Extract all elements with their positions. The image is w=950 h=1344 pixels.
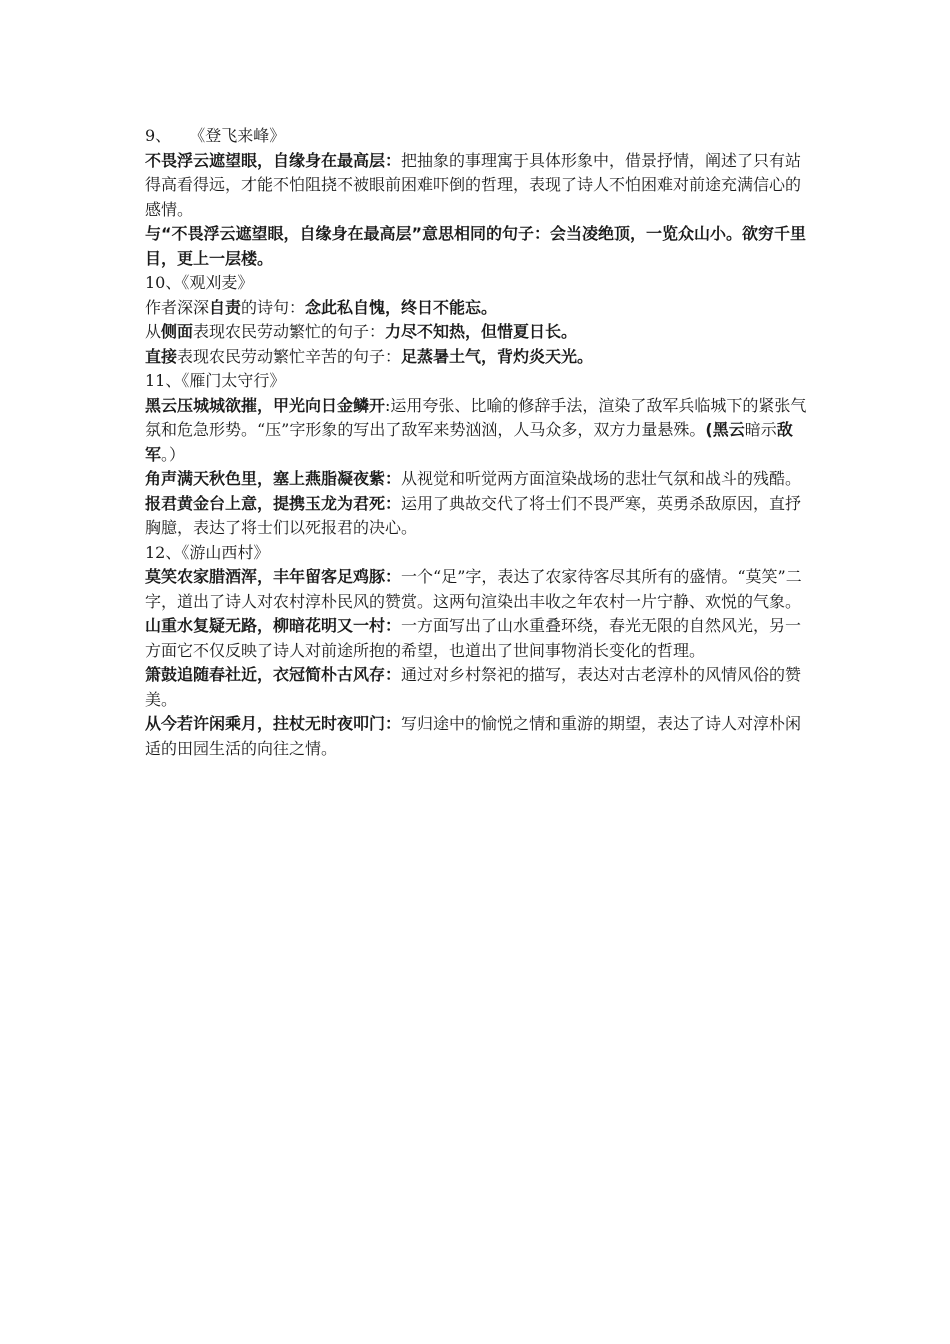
quoted-verse: 念此私自愧，终日不能忘。: [305, 297, 498, 317]
text: 暗示: [744, 420, 777, 439]
quoted-verse: 足蒸暑土气，背灼炎天光。: [401, 346, 594, 366]
s12-paragraph-1: [145, 565, 810, 614]
document-body: [145, 124, 810, 761]
quoted-verse: 报君黄金台上意，提携玉龙为君死：: [145, 493, 402, 513]
text: 作者深深: [145, 297, 210, 317]
paren: (: [705, 420, 713, 439]
quoted-verse: 力尽不知热，但惜夏日长。: [385, 322, 578, 341]
poem-title: 《游山西村》: [181, 542, 270, 562]
s12-paragraph-3: [145, 663, 810, 712]
analysis-text: :运用夸张、比喻的修辞手法，渲染了敌军兵临城下的紧张气氛和危急形势。“压”字形象的写出了敌军来势汹汹，人马众多，双方力量悬殊。: [145, 395, 807, 439]
section-10-heading: [145, 271, 810, 296]
s12-paragraph-2: [145, 614, 810, 663]
emphasis: 敌军: [145, 420, 793, 464]
s11-paragraph-2: [145, 467, 810, 492]
quoted-verse: 不畏浮云遮望眼，自缘身在最高层：: [145, 150, 402, 170]
analysis-text: 一方面写出了山水重叠环绕，春光无限的自然风光，另一方面它不仅反映了诗人对前途所抱的希望，也道出了世间事物消长变化的哲理。: [145, 616, 802, 660]
analysis-text: 通过对乡村祭祀的描写，表达对古老淳朴的风情风俗的赞美。: [145, 665, 802, 709]
s10-paragraph-2: [145, 320, 810, 345]
s10-paragraph-3: [145, 345, 810, 370]
quoted-verse: 莫笑农家腊酒浑，丰年留客足鸡豚：: [145, 567, 402, 586]
emphasis: 自责: [209, 297, 242, 317]
section-12-heading: [145, 541, 810, 566]
poem-title: 《雁门太守行》: [181, 371, 286, 390]
analysis-text: 一个“足”字，表达了农家待客尽其所有的盛情。“莫笑”二字，道出了诗人对农村淳朴民风的赞赏。这两句渲染出丰收之年农村一片宁静、欢悦的气象。: [145, 567, 802, 611]
emphasis: 黑云: [712, 420, 745, 439]
s12-paragraph-4: [145, 712, 810, 761]
text: 表现农民劳动繁忙辛苦的句子：: [177, 346, 402, 366]
quoted-verse: 从今若许闲乘月，拄杖无时夜叩门：: [145, 714, 402, 733]
s11-paragraph-3: [145, 492, 810, 541]
text: 表现农民劳动繁忙的句子：: [193, 322, 386, 341]
text: 的诗句：: [241, 297, 306, 317]
text: 从: [145, 322, 162, 341]
quoted-verse: 角声满天秋色里，塞上燕脂凝夜紫：: [145, 469, 402, 488]
s9-paragraph-2: 与“不畏浮云遮望眼，自缘身在最高层”意思相同的句子：会当凌绝顶，一览众山小。欲穷千里目，更上一层楼。: [145, 224, 807, 268]
emphasis: 直接: [145, 346, 178, 366]
analysis-text: 写归途中的愉悦之情和重游的期望，表达了诗人对淳朴闲适的田园生活的向往之情。: [145, 714, 802, 758]
section-number: 9、: [145, 126, 172, 145]
analysis-text: 把抽象的事理寓于具体形象中，借景抒情，阐述了只有站得高看得远，才能不怕阻挠不被眼前困难吓倒的哲理，表现了诗人不怕困难对前途充满信心的感情。: [145, 150, 802, 219]
poem-title: 《观刈麦》: [181, 273, 254, 292]
s10-paragraph-1: [145, 296, 810, 321]
s9-paragraph-1: [145, 149, 810, 223]
s11-paragraph-1: [145, 394, 810, 468]
analysis-text: 运用了典故交代了将士们不畏严寒，英勇杀敌原因，直抒胸臆，表达了将士们以死报君的决心。: [145, 493, 802, 537]
quoted-verse: 山重水复疑无路，柳暗花明又一村：: [145, 616, 402, 635]
section-number: 10、: [145, 273, 182, 292]
section-11-heading: [145, 369, 810, 394]
analysis-text: 从视觉和听觉两方面渲染战场的悲壮气氛和战斗的残酷。: [401, 469, 802, 488]
text: 。）: [161, 444, 186, 464]
section-number: 12、: [145, 542, 182, 562]
poem-title: 《登飞来峰》: [189, 126, 286, 145]
quoted-verse: 黑云压城城欲摧，甲光向日金鳞开: [145, 395, 386, 415]
section-9-heading: [145, 124, 810, 149]
quoted-verse: 箫鼓追随春社近，衣冠简朴古风存：: [145, 665, 402, 684]
section-number: 11、: [145, 371, 182, 390]
emphasis: 侧面: [161, 322, 194, 341]
